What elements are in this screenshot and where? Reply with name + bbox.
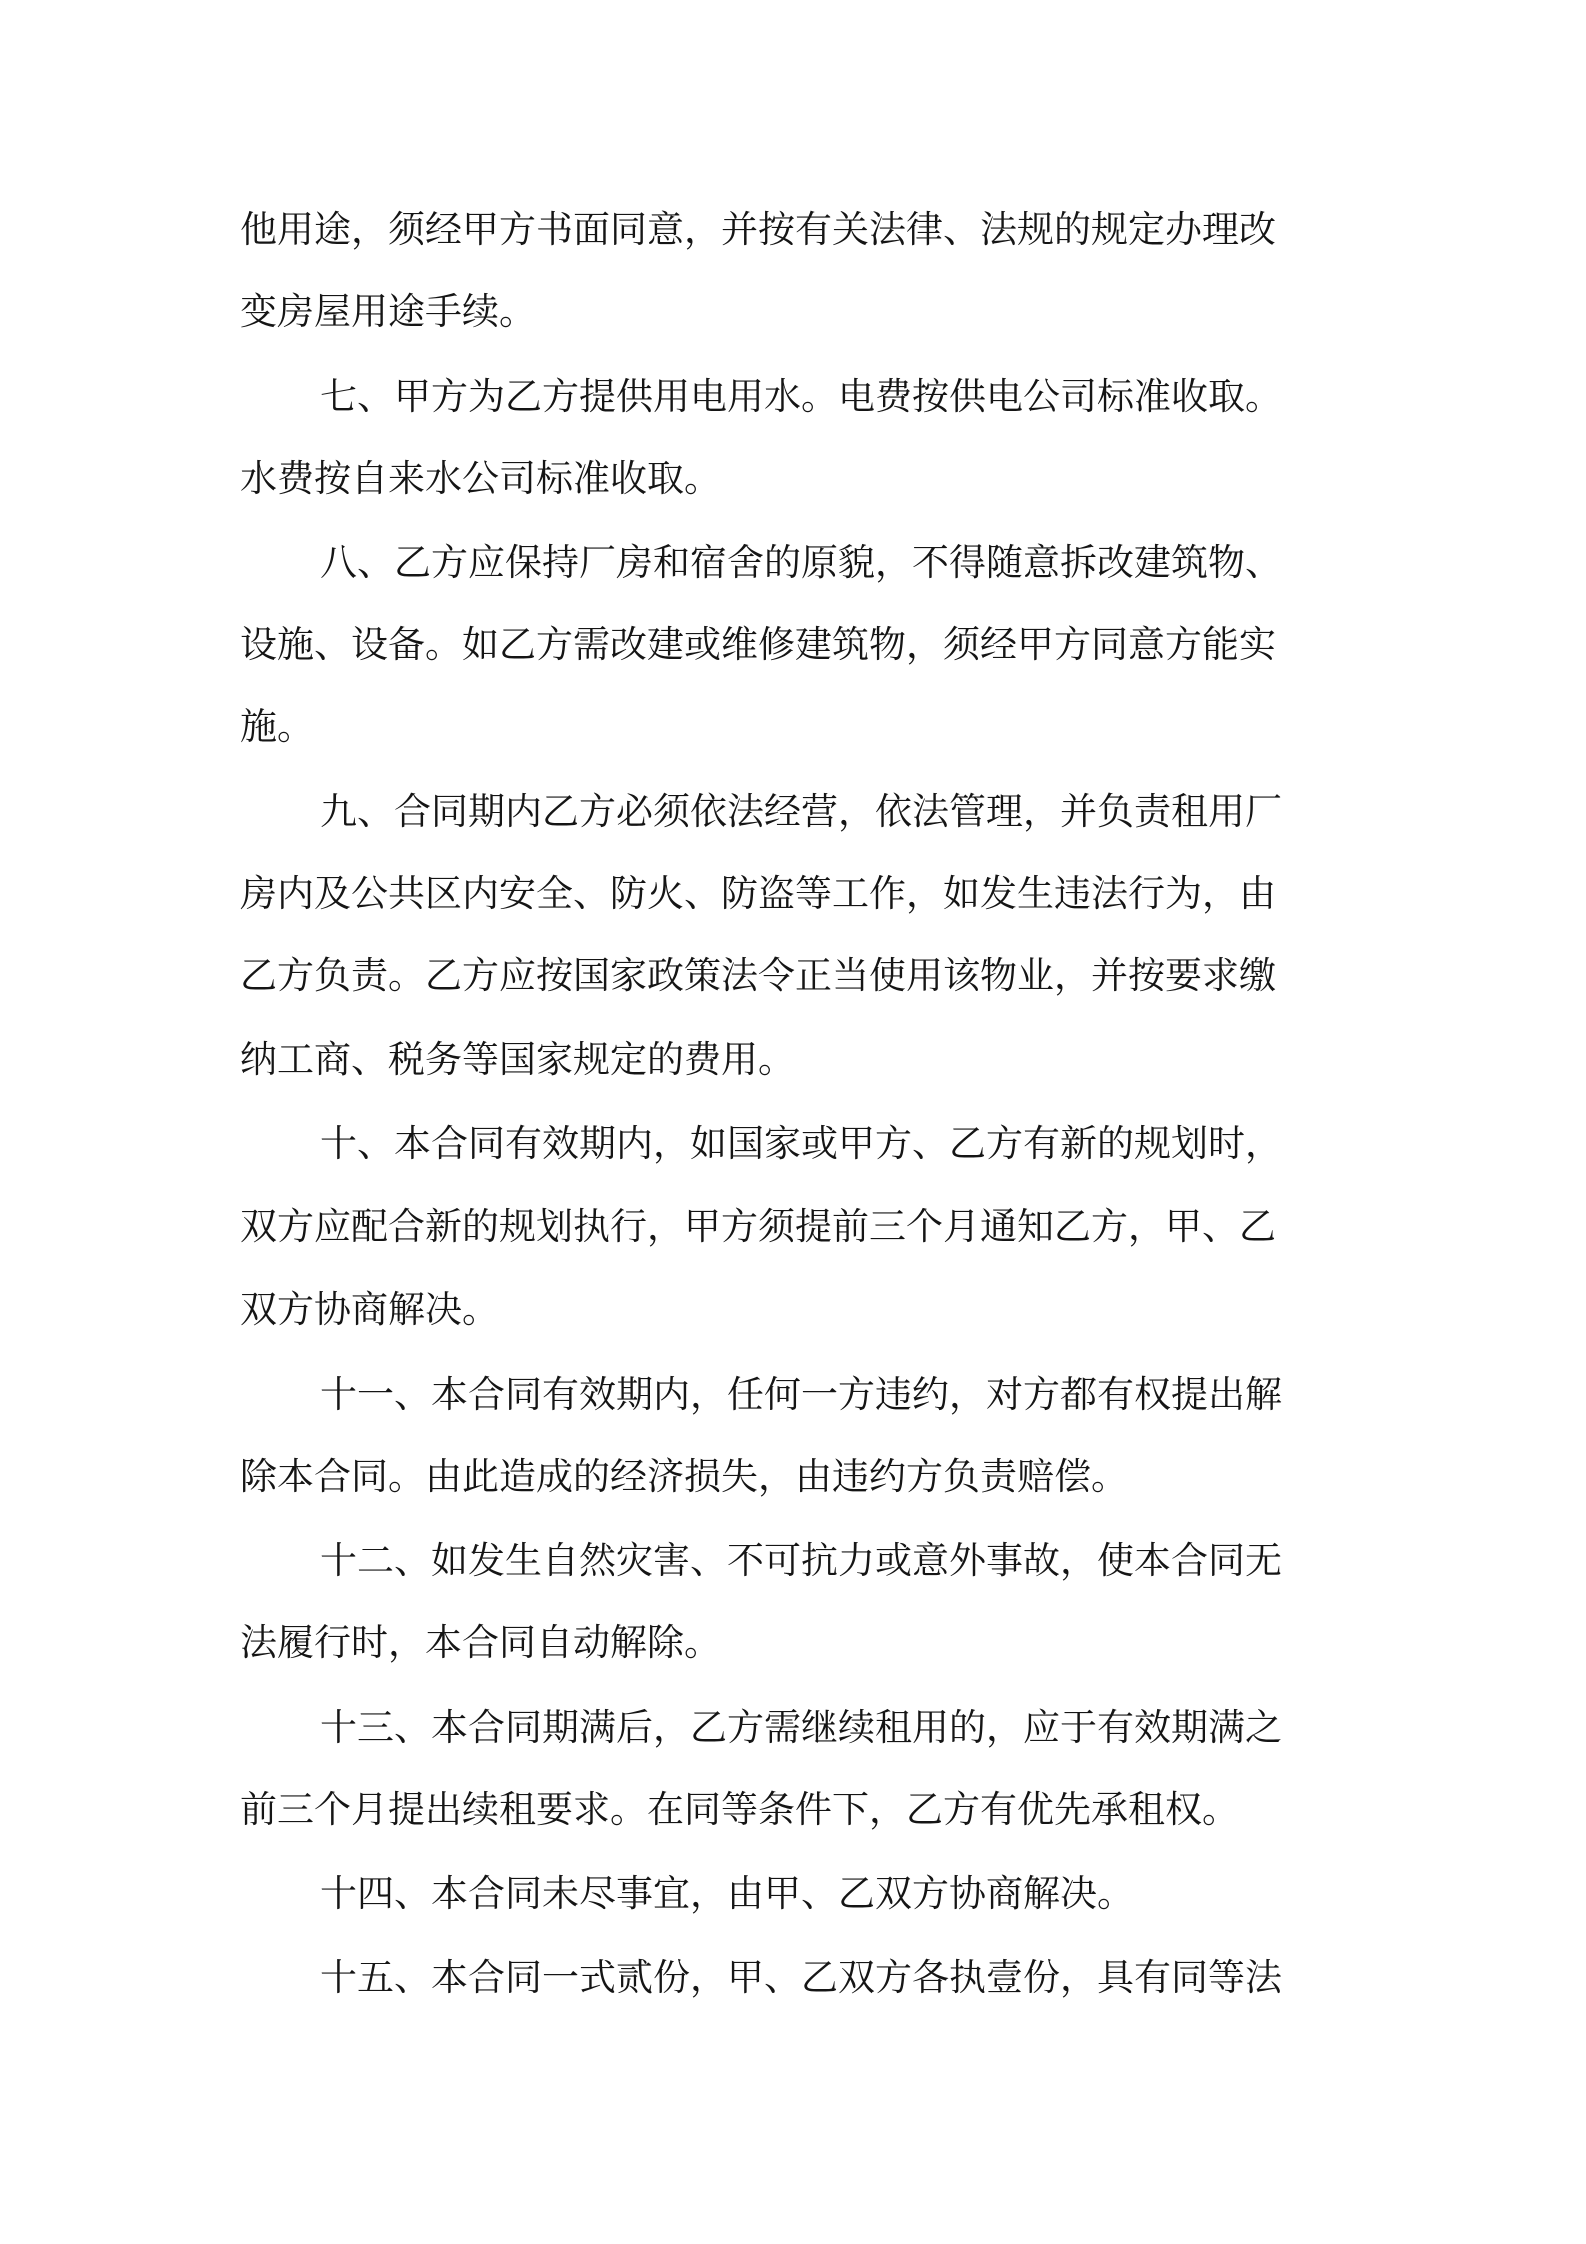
text-line: 七、甲方为乙方提供用电用水。电费按供电公司标准收取。 (320, 375, 1282, 418)
text-line: 前三个月提出续租要求。在同等条件下，乙方有优先承租权。 (240, 1788, 1239, 1831)
text-line: 乙方负责。乙方应按国家政策法令正当使用该物业，并按要求缴 (240, 954, 1276, 997)
text-line: 房内及公共区内安全、防火、防盗等工作，如发生违法行为，由 (240, 872, 1276, 915)
text-line: 法履行时，本合同自动解除。 (240, 1621, 721, 1664)
text-line: 十三、本合同期满后，乙方需继续租用的，应于有效期满之 (320, 1706, 1282, 1749)
text-line: 双方应配合新的规划执行，甲方须提前三个月通知乙方，甲、乙 (240, 1205, 1276, 1248)
text-line: 十二、如发生自然灾害、不可抗力或意外事故，使本合同无 (320, 1539, 1282, 1582)
text-line: 除本合同。由此造成的经济损失，由违约方负责赔偿。 (240, 1455, 1128, 1498)
text-line: 他用途，须经甲方书面同意，并按有关法律、法规的规定办理改 (240, 208, 1276, 251)
text-line: 八、乙方应保持厂房和宿舍的原貌，不得随意拆改建筑物、 (320, 541, 1282, 584)
text-line: 双方协商解决。 (240, 1288, 499, 1331)
text-line: 设施、设备。如乙方需改建或维修建筑物，须经甲方同意方能实 (240, 623, 1276, 666)
text-line: 十、本合同有效期内，如国家或甲方、乙方有新的规划时， (320, 1122, 1282, 1165)
text-line: 变房屋用途手续。 (240, 290, 536, 333)
text-line: 施。 (240, 705, 314, 748)
text-line: 十五、本合同一式贰份，甲、乙双方各执壹份，具有同等法 (320, 1956, 1282, 1999)
text-line: 纳工商、税务等国家规定的费用。 (240, 1038, 795, 1081)
text-line: 十四、本合同未尽事宜，由甲、乙双方协商解决。 (320, 1872, 1134, 1915)
text-line: 水费按自来水公司标准收取。 (240, 457, 721, 500)
text-line: 十一、本合同有效期内，任何一方违约，对方都有权提出解 (320, 1373, 1282, 1416)
text-line: 九、合同期内乙方必须依法经营，依法管理，并负责租用厂 (320, 790, 1282, 833)
